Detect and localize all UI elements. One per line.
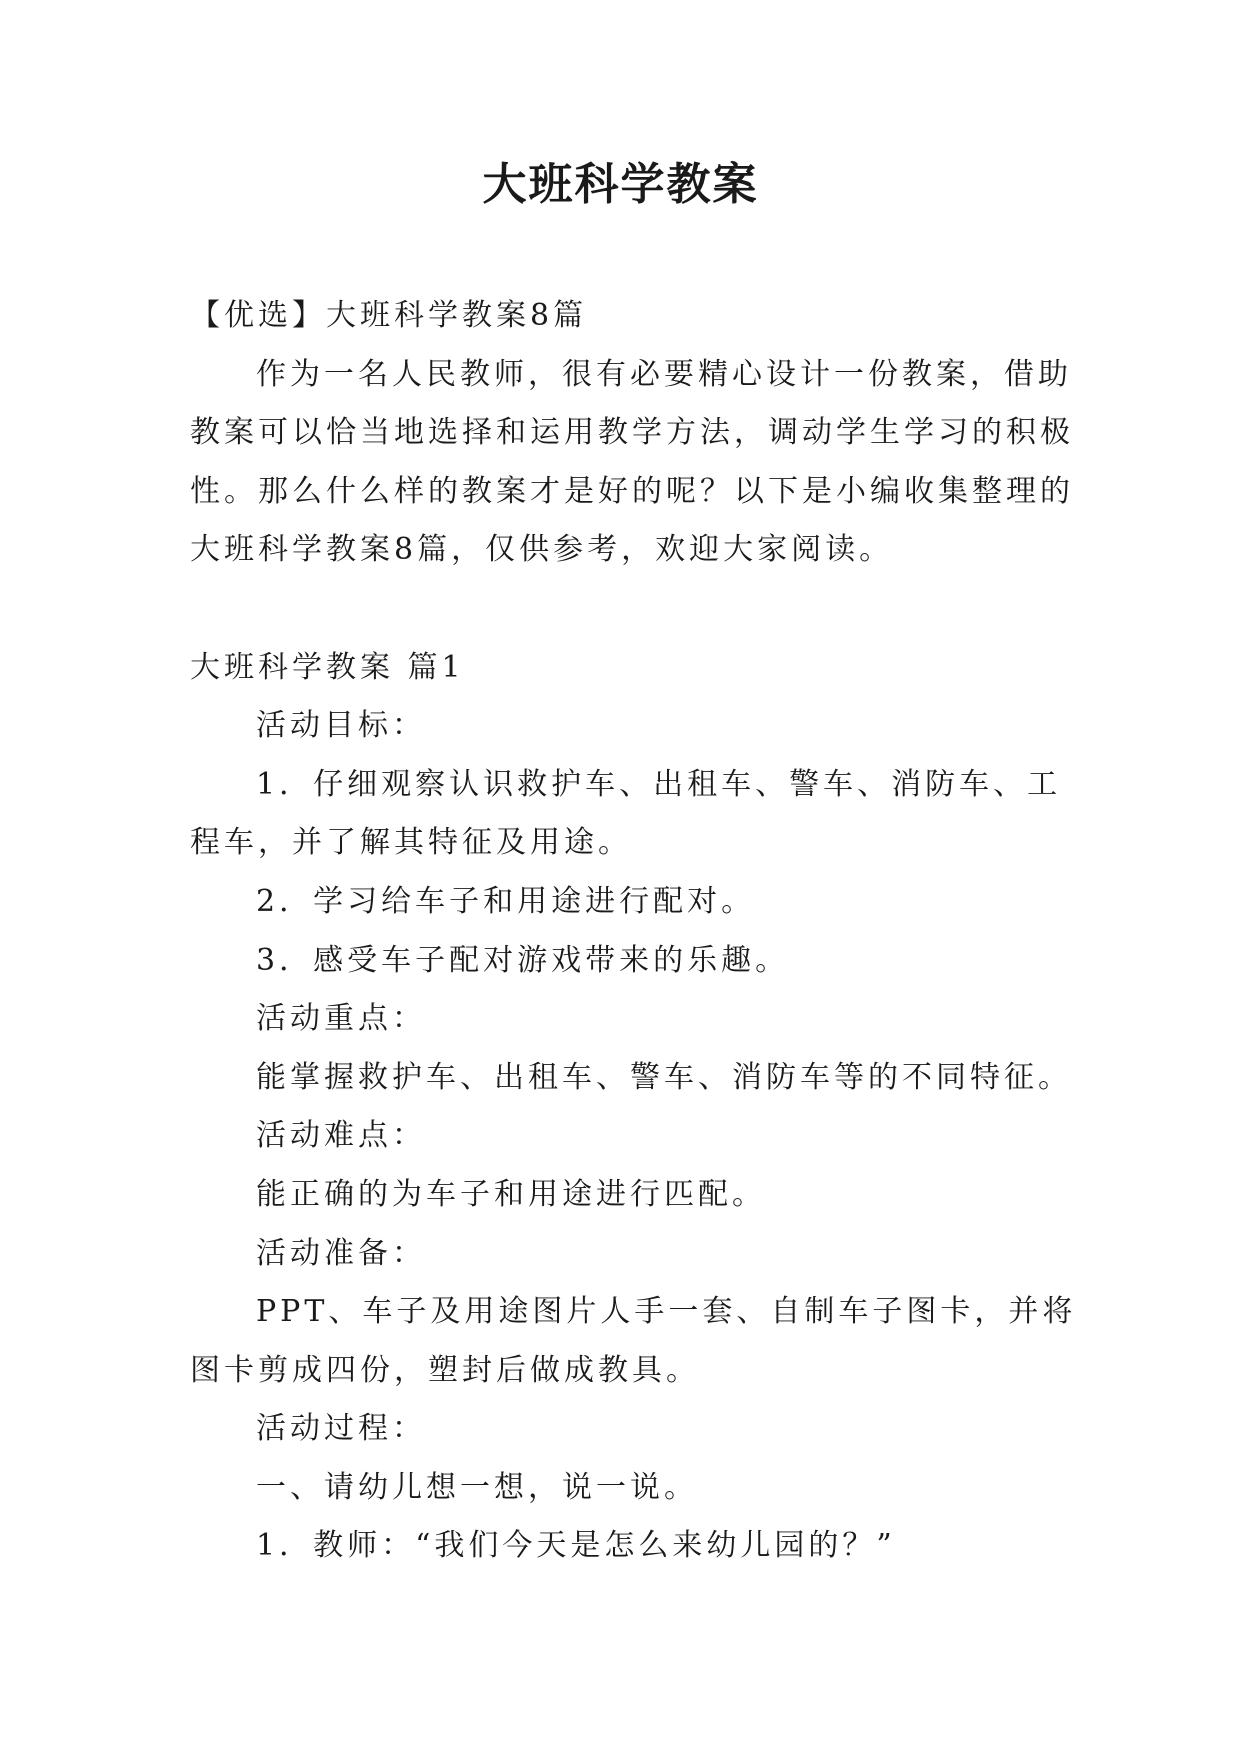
section-line: 1．仔细观察认识救护车、出租车、警车、消防车、工 bbox=[256, 766, 1062, 802]
section-line: 2．学习给车子和用途进行配对。 bbox=[256, 883, 756, 919]
document-body bbox=[190, 287, 1077, 1576]
intro-line: 作为一名人民教师，很有必要精心设计一份教案，借助 bbox=[256, 356, 1072, 392]
paragraph-gap bbox=[190, 580, 1070, 639]
section-line: 能正确的为车子和用途进行匹配。 bbox=[256, 1176, 766, 1212]
section-line: 活动过程： bbox=[256, 1411, 426, 1447]
section-line: 程车，并了解其特征及用途。 bbox=[190, 825, 632, 861]
document-title: 大班科学教案 bbox=[482, 159, 759, 210]
section-line: 能掌握救护车、出租车、警车、消防车等的不同特征。 bbox=[256, 1059, 1072, 1095]
section-line: 3．感受车子配对游戏带来的乐趣。 bbox=[256, 942, 790, 978]
section-line: 活动重点： bbox=[256, 1001, 426, 1037]
section-line: 图卡剪成四份，塑封后做成教具。 bbox=[190, 1352, 700, 1388]
intro-line: 教案可以恰当地选择和运用教学方法，调动学生学习的积极 bbox=[190, 415, 1074, 451]
document-subtitle: 【优选】大班科学教案8篇 bbox=[190, 298, 588, 333]
section-heading: 大班科学教案 篇1 bbox=[190, 649, 465, 685]
intro-line: 性。那么什么样的教案才是好的呢？以下是小编收集整理的 bbox=[190, 473, 1074, 509]
section-line: 活动准备： bbox=[256, 1235, 426, 1271]
section-line: PPT、车子及用途图片人手一套、自制车子图卡，并将 bbox=[256, 1294, 1077, 1330]
section-line: 活动目标： bbox=[256, 708, 426, 744]
section-line: 1．教师：“我们今天是怎么来幼儿园的？” bbox=[256, 1528, 896, 1564]
intro-line: 大班科学教案8篇，仅供参考，欢迎大家阅读。 bbox=[190, 532, 894, 568]
section-line: 活动难点： bbox=[256, 1118, 426, 1154]
section-line: 一、请幼儿想一想，说一说。 bbox=[256, 1469, 698, 1505]
